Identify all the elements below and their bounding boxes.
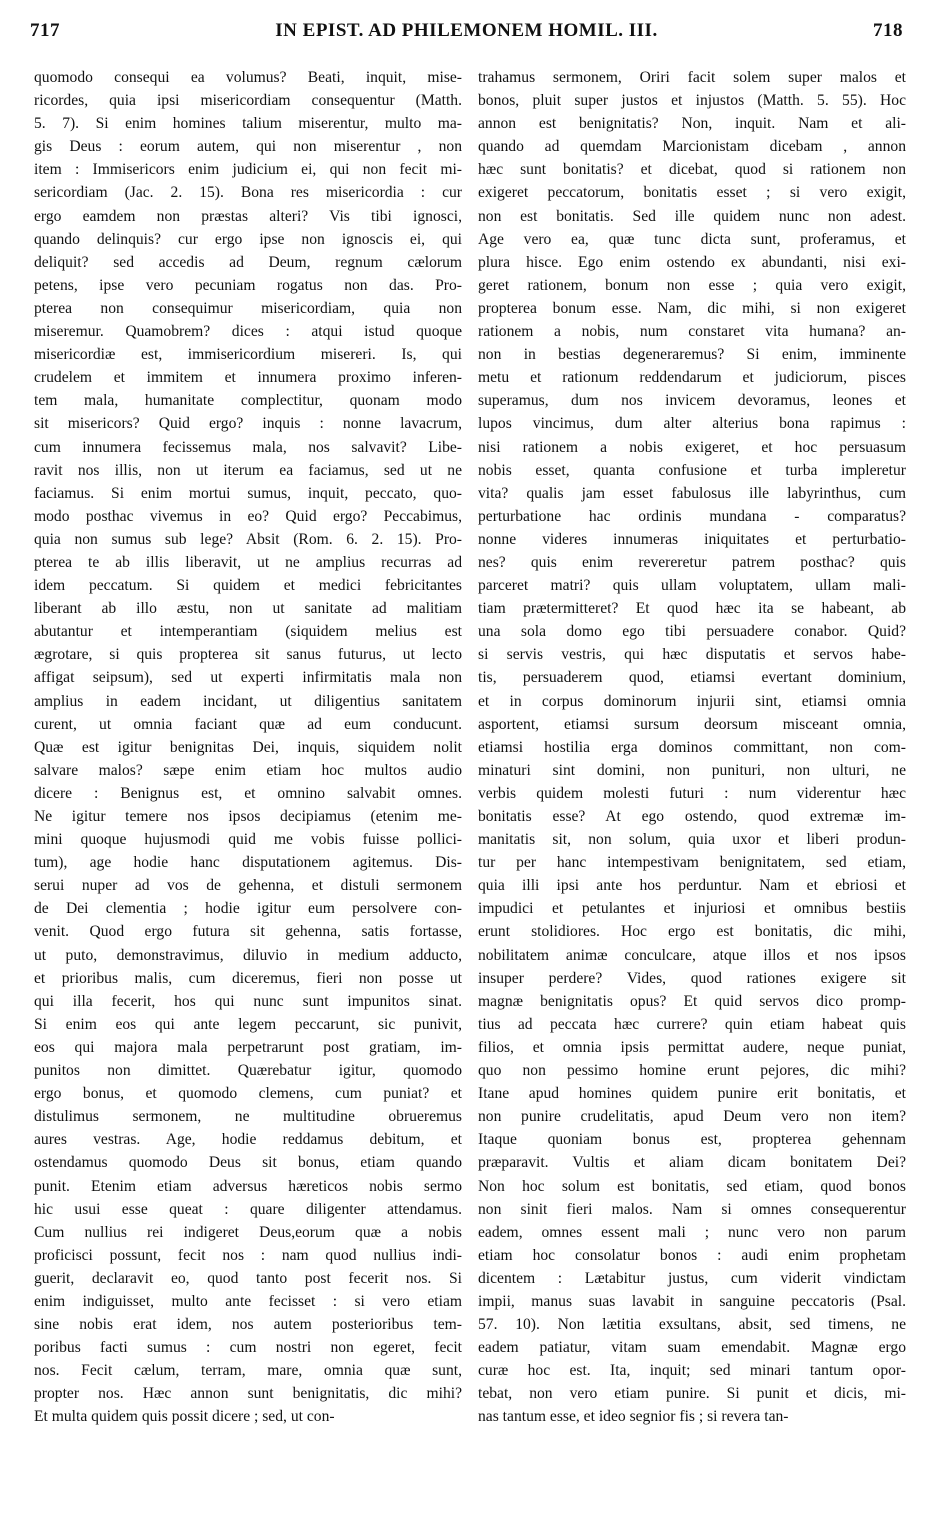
text-line: punitos non dimittet. Quærebatur igitur, quomodo [34, 1062, 462, 1080]
text-line: quando delinquis? cur ergo ipse non ignoscis ei, qui [34, 230, 462, 248]
text-line: quando ad quemdam Marcionistam dicebam , annon [478, 138, 906, 156]
text-line: lupos vincimus, dum alter alterius bona rapimus : [478, 415, 906, 433]
text-line: Cum nullius rei indigeret Deus,eorum quæ a nobis [34, 1223, 462, 1241]
text-line: modo posthac vivemus in eo? Quid ergo? Peccabimus, [34, 507, 462, 525]
text-line: Age vero ea, quæ tunc dicta sunt, proferamus, et [478, 230, 906, 248]
text-line: serui nuper ad vos de gehenna, et distuli sermonem [34, 877, 462, 895]
text-line: si servis vestris, qui hæc disputatis et servos habe- [478, 646, 906, 664]
text-line: parceret matri? quis ullam voluptatem, ullam mali- [478, 577, 906, 595]
text-line: Non hoc solum est bonitatis, sed etiam, quod bonos [478, 1177, 906, 1195]
text-line: aures vestras. Age, hodie reddamus debitum, et [34, 1131, 462, 1149]
text-line: pterea non consequimur misericordiam, quia non [34, 299, 462, 317]
text-line: bonitatis esse? At ego ostendo, quod extremæ im- [478, 808, 906, 825]
text-line: minaturi sint domini, non punituri, non ulturi, ne [478, 761, 906, 779]
text-line: bonos, pluit super justos et injustos (Matth. 5. 55). Hoc [478, 92, 906, 110]
text-line: non sinit fieri malos. Nam si omnes consequerentur [478, 1200, 906, 1218]
running-header [30, 20, 903, 50]
text-line: superamus, dum nos invicem devoramus, leones et [478, 392, 906, 410]
text-line: Et multa quidem quis possit dicere ; sed, ut con- [34, 1408, 335, 1426]
text-line: enim indiguisset, multo ante fecisset : si vero etiam [34, 1292, 462, 1310]
text-line: præparavit. Vultis et aliam dicam bonitatem Dei? [478, 1154, 906, 1172]
page-number-right: 718 [873, 20, 903, 41]
text-line: curent, ut omnia faciant quæ ad eum conducunt. [34, 715, 462, 733]
text-line: perturbatione hac ordinis mundana - comparatus? [478, 507, 906, 525]
text-line: ut puto, demonstravimus, diluvio in medium adducto, [34, 946, 462, 964]
text-line: curæ hoc est. Ita, inquit; sed minari tantum opor- [478, 1362, 906, 1380]
text-line: eos qui majora mala perpetrarunt post gratiam, im- [34, 1038, 462, 1056]
text-line: non punire crudelitatis, apud Deum vero non item? [478, 1108, 906, 1126]
text-line: etiam hoc consolatur bonos : audi enim prophetam [478, 1246, 906, 1264]
text-line: eadem, omnes essent mali ; nunc vero non parum [478, 1223, 906, 1241]
text-line: asportent, etiamsi sursum deorsum misceant omnia, [478, 715, 906, 733]
text-line: nonne videres innumeras iniquitates et perturbatio- [478, 530, 906, 548]
text-line: non est bonitatis. Sed ille quidem nunc non adest. [478, 207, 906, 225]
text-line: sine nobis erat idem, nos autem posterioribus tem- [34, 1316, 462, 1334]
left-text-column [34, 66, 462, 1429]
text-line: nisi rationem a nobis exigeret, et hoc persuasum [478, 438, 906, 456]
text-line: impii, manus suas lavabit in sanguine peccatoris (Psal. [478, 1292, 906, 1310]
text-line: cum innumera fecissemus mala, nos salvavit? Libe- [34, 438, 462, 456]
text-line: Si enim eos qui ante legem peccarunt, sic punivit, [34, 1015, 462, 1033]
text-line: geret rationem, bonum non esse ; quia vero exigit, [478, 276, 906, 294]
text-line: Itane apud homines quidem punire erit bonitatis, et [478, 1085, 906, 1103]
text-line: crudelem et immitem et innumera proximo inferen- [34, 369, 462, 387]
text-line: misericordiæ est, immisericordium misereri. Is, qui [34, 346, 462, 364]
text-line: nes? quis enim revereretur patrem posthac? quis [478, 553, 906, 571]
text-line: etiamsi hostilia erga dominos committant, non com- [478, 738, 906, 756]
text-line: 5. 7). Si enim homines talium miserentur, multo ma- [34, 115, 462, 133]
text-line: ægrotare, si quis propterea sit sanus futurus, ut lecto [34, 646, 462, 664]
text-line: salvare malos? sæpe enim etiam hoc multos audio [34, 761, 462, 779]
text-line: liberant ab illo æstu, non ut sanitate ad malitiam [34, 600, 462, 618]
text-line: miseremur. Quamobrem? dices : atqui istud quoque [34, 323, 462, 341]
text-line: propterea bonum esse. Nam, dic mihi, si non exigeret [478, 299, 906, 317]
text-line: nas tantum esse, et ideo segnior fis ; si revera tan- [478, 1408, 789, 1426]
text-line: non in bestias degeneraremus? Si enim, imminente [478, 346, 906, 364]
text-line: Itaque quoniam bonus est, propterea gehennam [478, 1131, 906, 1149]
text-line: propter nos. Hæc annon sunt benignitatis, dic mihi? [34, 1385, 462, 1403]
text-line: punit. Etenim etiam adversus hæreticos nobis sermo [34, 1177, 462, 1195]
text-line: poribus facti sumus : cum nostri non egeret, fecit [34, 1339, 462, 1357]
text-line: ricordes, quia ipsi misericordiam consequentur (Matth. [34, 92, 462, 110]
text-line: exigeret peccatorum, bonitatis esset ; si vero exigit, [478, 184, 906, 202]
right-text-column [478, 66, 906, 1429]
text-line: 57. 10). Non lætitia exsultans, absit, sed timens, ne [478, 1316, 906, 1334]
text-line: filios, et omnia ipsis permittat audere, neque puniat, [478, 1038, 906, 1056]
text-line: sit misericors? Quid ergo? inquis : nonne lavacrum, [34, 415, 462, 433]
text-line: proficisci possunt, fecit nos : nam quod nullius indi- [34, 1246, 462, 1264]
text-line: venit. Quod ergo futura sit gehenna, satis fortasse, [34, 923, 462, 941]
text-line: qui illa fecerit, hos qui nunc sunt impunitos sinat. [34, 992, 462, 1010]
text-line: metu et rationum reddendarum et judiciorum, pisces [478, 369, 906, 387]
text-line: idem peccatum. Si quidem et medici febricitantes [34, 577, 462, 595]
text-line: hæc sunt bonitatis? et dicebat, quod si rationem non [478, 161, 906, 179]
text-line: Quæ est igitur benignitas Dei, inquis, siquidem nolit [34, 738, 462, 756]
text-line: annon est benignitatis? Non, inquit. Nam et ali- [478, 115, 906, 133]
text-line: tiam prætermitteret? Et quod hæc ita se habeant, ab [478, 600, 906, 618]
text-line: petens, ipse vero pecuniam rogatus non das. Pro- [34, 276, 462, 294]
text-line: ergo bonus, et quomodo clemens, cum puniat? et [34, 1085, 462, 1103]
text-line: gis Deus : eorum autem, qui non miserentur , non [34, 138, 462, 156]
text-line: vita? qualis jam esset fabulosus ille labyrinthus, cum [478, 484, 906, 502]
text-line: rationem a nobis, num constaret vita humana? an- [478, 323, 906, 341]
text-line: pterea te ab illis liberavit, ut ne amplius recurras ad [34, 553, 462, 571]
text-line: deliquit? sed accedis ad Deum, regnum cælorum [34, 253, 462, 271]
page-number-left: 717 [30, 20, 60, 41]
text-line: quia non sumus sub lege? Absit (Rom. 6. 2. 15). Pro- [34, 530, 462, 548]
text-line: dicentem : Lætabitur justus, cum viderit vindictam [478, 1269, 906, 1287]
text-line: dicere : Benignus est, et omnino salvabit omnes. [34, 784, 462, 802]
text-line: abutantur et intemperantiam (siquidem melius est [34, 623, 462, 641]
text-line: quia illi ipsi ante hos perduntur. Nam et ebriosi et [478, 877, 906, 895]
text-line: nos. Fecit cælum, terram, mare, omnia quæ sunt, [34, 1362, 462, 1380]
text-line: tur per hanc intempestivam benignitatem, sed etiam, [478, 854, 906, 872]
text-line: verbis quidem molesti futuri : num viderentur hæc [478, 784, 906, 802]
text-line: tebat, non vero etiam punire. Si punit et dicis, mi- [478, 1385, 906, 1403]
text-line: impudici et petulantes et injuriosi et omnibus bestiis [478, 900, 906, 918]
text-line: insuper perdere? Vides, quod rationes exigere sit [478, 969, 906, 987]
text-line: Ne igitur temere nos ipsos decipiamus (etenim me- [34, 808, 462, 825]
text-line: quomodo consequi ea volumus? Beati, inquit, mise- [34, 69, 462, 86]
text-line: tem mala, humanitate complectitur, quonam modo [34, 392, 462, 410]
text-line: plura hisce. Ego enim ostendo ex abundanti, nisi exi- [478, 253, 906, 271]
text-line: ravit nos illis, non ut iterum ea faciamus, sed ut ne [34, 461, 462, 479]
text-line: nobilitatem animæ conculcare, atque illos et nos ipsos [478, 946, 906, 964]
text-line: item : Immisericors enim judicium ei, qui non fecit mi- [34, 161, 462, 179]
text-line: ergo eamdem non præstas alteri? Vis tibi ignosci, [34, 207, 462, 225]
text-line: una sola domo ego tibi persuadere conabor. Quid? [478, 623, 906, 641]
text-line: et prioribus malis, cum diceremus, fieri non posse ut [34, 969, 462, 987]
text-line: affigat seipsum), sed ut experti infirmitatis mala non [34, 669, 462, 687]
text-line: tum), age hodie hanc disputationem agitemus. Dis- [34, 854, 462, 872]
text-line: distulimus sermonem, ne multitudine obrueremus [34, 1108, 462, 1126]
text-line: sericordiam (Jac. 2. 15). Bona res misericordia : cur [34, 184, 462, 202]
text-line: faciamus. Si enim mortui sumus, inquit, peccato, quo- [34, 484, 462, 502]
text-line: erunt stolidiores. Hoc ergo est bonitatis, dic mihi, [478, 923, 906, 941]
text-line: tius ad peccata hæc currere? quin etiam habeat quis [478, 1015, 906, 1033]
text-line: de Dei clementia ; hodie igitur eum persolvere con- [34, 900, 462, 918]
text-line: hic usui esse queat : quare diligenter attendamus. [34, 1200, 462, 1218]
text-line: nobis esset, quanta confusione et turba impleretur [478, 461, 906, 479]
text-line: et in corpus dominorum injurii sint, etiamsi omnia [478, 692, 906, 710]
text-line: ostendamus quomodo Deus sit bonus, etiam quando [34, 1154, 462, 1172]
text-line: manitatis sit, non solum, quia uxor et liberi produn- [478, 831, 906, 849]
text-line: trahamus sermonem, Oriri facit solem super malos et [478, 69, 906, 86]
text-line: mini quoque hujusmodi quid me vobis fuisse pollici- [34, 831, 462, 849]
text-line: tis, persuaderem quod, etiamsi evertant dominium, [478, 669, 906, 687]
text-line: magnæ benignitatis opus? Et quid servos dico promp- [478, 992, 906, 1010]
running-title: IN EPIST. AD PHILEMONEM HOMIL. III. [275, 20, 658, 41]
text-line: quo non pessimo homine erunt pejores, dic mihi? [478, 1062, 906, 1080]
text-line: guerit, declaravit eo, quod tanto post fecerit nos. Si [34, 1269, 462, 1287]
text-line: amplius in eadem incidant, ut diligentius sanitatem [34, 692, 462, 710]
text-line: eadem patiatur, vitam suam emendabit. Magnæ ergo [478, 1339, 906, 1357]
